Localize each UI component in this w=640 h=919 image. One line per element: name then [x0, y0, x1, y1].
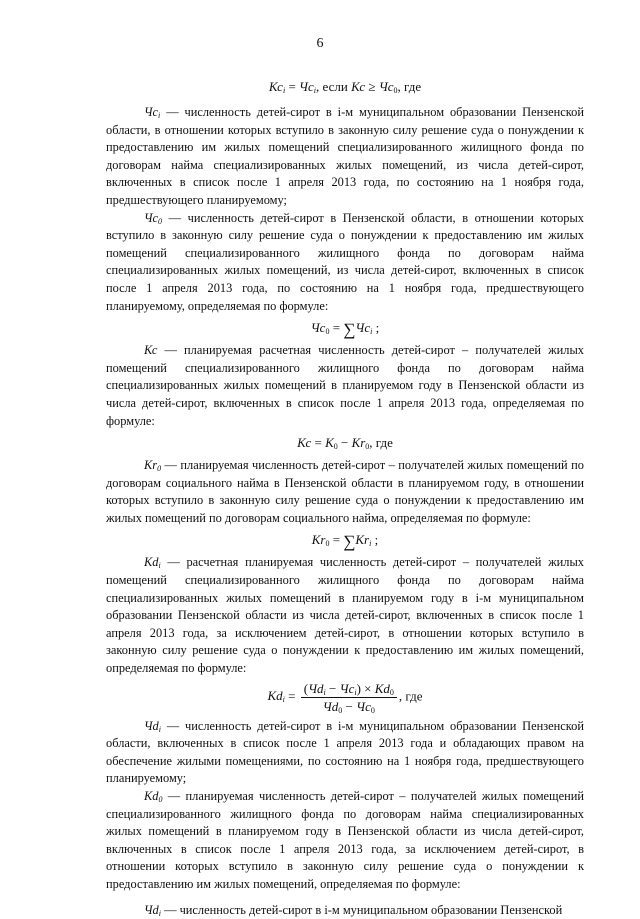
formula-kr-0: $Кr_0 = \sum Кr_i$ ; [311, 532, 379, 552]
formula-kc: Кс = $К_0 - Кr_0$, где [297, 435, 393, 452]
def-chs-0: $Чс_0$ — численность детей-сирот в Пензенской области, в отношении которых вступило в законную силу решение суда о понуждении к предоставлению им жилых помещений специализированного жилищного фонда по договорам найма специализированных жилых помещений, из числа детей-сирот, включенных в список после 1 апреля 2013 года, по состоянию на 1 ноября года, предшествующего планируемому, определяемая по формуле: [106, 210, 584, 313]
document-body [106, 76, 584, 919]
def-chd-i-partial: $Чd_i$ — численность детей-сирот в i-м муниципальном образовании Пензенской [144, 902, 563, 918]
def-kd-0: $Кd_0$ — планируемая численность детей-сирот – получателей жилых помещений специализированного жилищного фонда по договорам найма специализированных жилых помещений в планируемом году в Пензенской области из числа детей-сирот, включенных в список после 1 апреля 2013 года, за исключением детей-сирот, в отношении которых вступило в законную силу решение суда о понуждении к предоставлению им жилых помещений, определяемая по формуле: [106, 789, 584, 891]
formula-kc-i: $Кс_i = Чс_i$, если Кс ≥ $Чс_0$, где [268, 79, 422, 95]
def-kd-i: $Кd_i$ — расчетная планируемая численность детей-сирот – получателей жилых помещений специализированного жилищного фонда по договорам найма специализированных жилых помещений в планируемом году в i-м муниципальном образовании Пензенской области из числа детей-сирот, включенных в список после 1 апреля 2013 года, за исключением детей-сирот, в отношении которых вступило в законную силу решение суда о понуждении к предоставлению им жилых помещений, определяемая по формуле: [106, 555, 585, 676]
def-kr-0: $Кr_0$ — планируемая численность детей-сирот – получателей жилых помещений по договорам социального найма в Пензенской области в планируемом году, в отношении которых вступило в законную силу решение суда о понуждении к предоставлению им жилых помещений по договорам социального найма, определяемая по формуле: [106, 458, 584, 525]
page-number: 6 [316, 36, 324, 51]
def-kc: Кс — планируемая расчетная численность детей-сирот – получателей жилых помещений специализированного жилищного фонда по договорам найма специализированных жилых помещений в планируемом году в Пензенской области из числа детей-сирот, включенных в список после 1 апреля 2013 года, определяемая по формуле: [106, 343, 585, 428]
def-chs-i: $Чс_i$ — численность детей-сирот в i-м муниципальном образовании Пензенской области, в отношении которых вступило в законную силу решение суда о понуждении к предоставлению им жилых помещений специализированного жилищного фонда по договорам найма специализированных жилых помещений, из числа детей-сирот, включенных в список после 1 апреля 2013 года, по состоянию на 1 ноября года, предшествующего планируемому; [106, 105, 584, 207]
formula-chs-0: $Чс_0 = \sum Чс_i$ ; [310, 320, 380, 340]
def-chd-i: $Чd_i$ — численность детей-сирот в i-м муниципальном образовании Пензенской области, включенных в список после 1 апреля 2013 года и обладающих правом на обеспечение жилыми помещениями, по состоянию на 1 ноября года, предшествующего планируемому; [106, 718, 584, 786]
formula-kd-i: $Кd_i$ = $\frac{(Чd_i - Чс_i) \times Кd_0}{Чd_0 - Чс_0}$ , где [267, 680, 423, 715]
